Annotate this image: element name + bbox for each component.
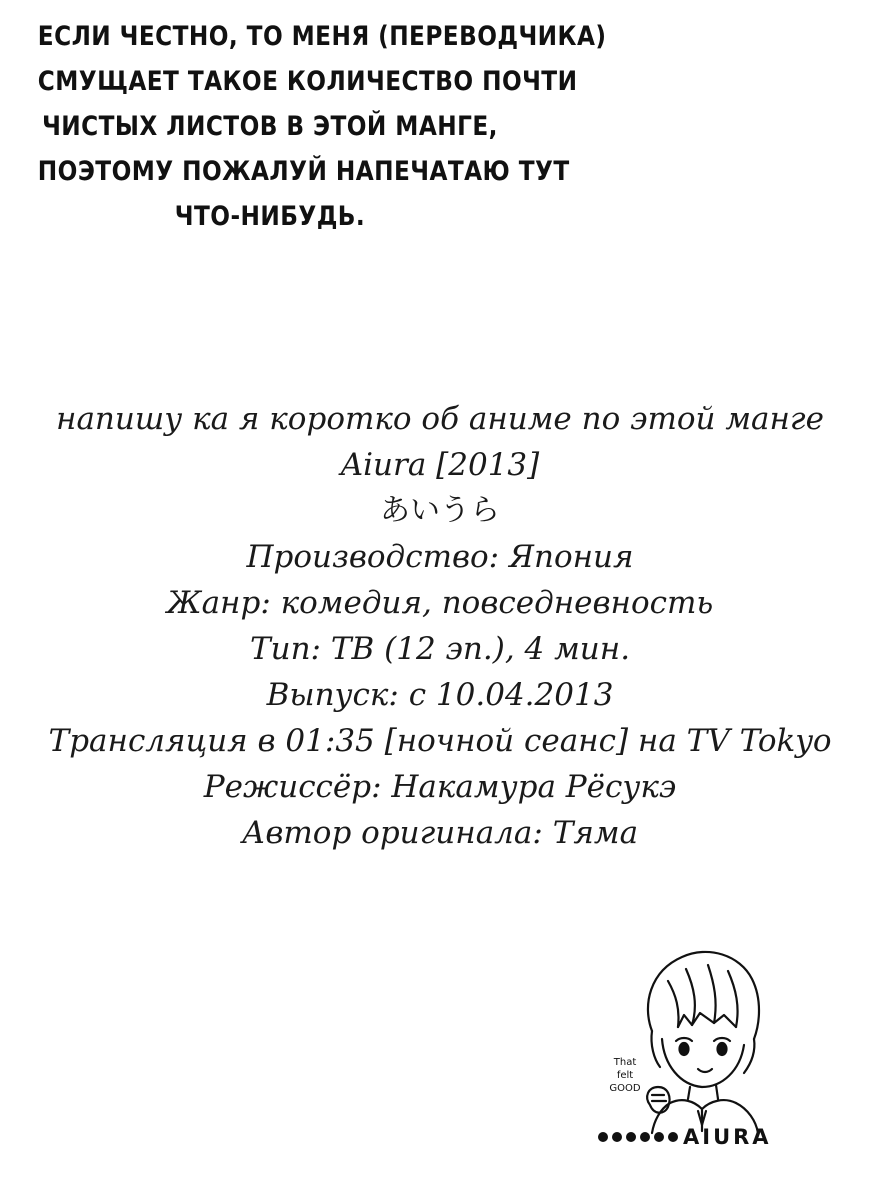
- dot-icon: [654, 1132, 664, 1142]
- dot-icon: [626, 1132, 636, 1142]
- info-production: Производство: Япония: [246, 539, 634, 575]
- dot-icon: [612, 1132, 622, 1142]
- dot-icon: [598, 1132, 608, 1142]
- info-release: Выпуск: с 10.04.2013: [266, 677, 614, 713]
- speech-line-3: GOOD: [609, 1083, 641, 1094]
- info-intro: напишу ка я коротко об аниме по этой манге: [56, 401, 824, 437]
- info-broadcast: Трансляция в 01:35 [ночной сеанс] на TV Tokyo: [48, 723, 832, 759]
- dot-icon: [668, 1132, 678, 1142]
- note-line-4: ПОЭТОМУ ПОЖАЛУЙ НАПЕЧАТАЮ ТУТ: [37, 156, 570, 187]
- dot-icon: [640, 1132, 650, 1142]
- note-line-3: ЧИСТЫХ ЛИСТОВ В ЭТОЙ МАНГЕ,: [42, 111, 498, 142]
- info-director: Режиссёр: Накамура Рёсукэ: [203, 769, 677, 805]
- anime-info: [40, 396, 840, 856]
- aiura-label: AIURA: [683, 1125, 772, 1149]
- speech-line-1: That: [613, 1057, 637, 1068]
- dots-decoration-icon: [598, 1132, 678, 1142]
- info-author: Автор оригинала: Тяма: [241, 815, 639, 851]
- speech-text: [598, 1056, 652, 1095]
- info-japanese-title: あいうら: [380, 493, 500, 528]
- aiura-tag: [598, 1123, 772, 1151]
- info-type: Тип: ТВ (12 эп.), 4 мин.: [249, 631, 631, 667]
- info-title: Aiura [2013]: [340, 447, 540, 483]
- note-line-5: ЧТО-НИБУДЬ.: [174, 201, 366, 232]
- note-line-1: ЕСЛИ ЧЕСТНО, ТО МЕНЯ (ПЕРЕВОДЧИКА): [37, 21, 607, 52]
- speech-line-2: felt: [616, 1070, 634, 1081]
- translator-note: [37, 14, 607, 239]
- info-genre: Жанр: комедия, повседневность: [166, 585, 714, 621]
- note-line-2: СМУЩАЕТ ТАКОЕ КОЛИЧЕСТВО ПОЧТИ: [37, 66, 578, 97]
- manga-character-illustration-icon: [590, 935, 790, 1135]
